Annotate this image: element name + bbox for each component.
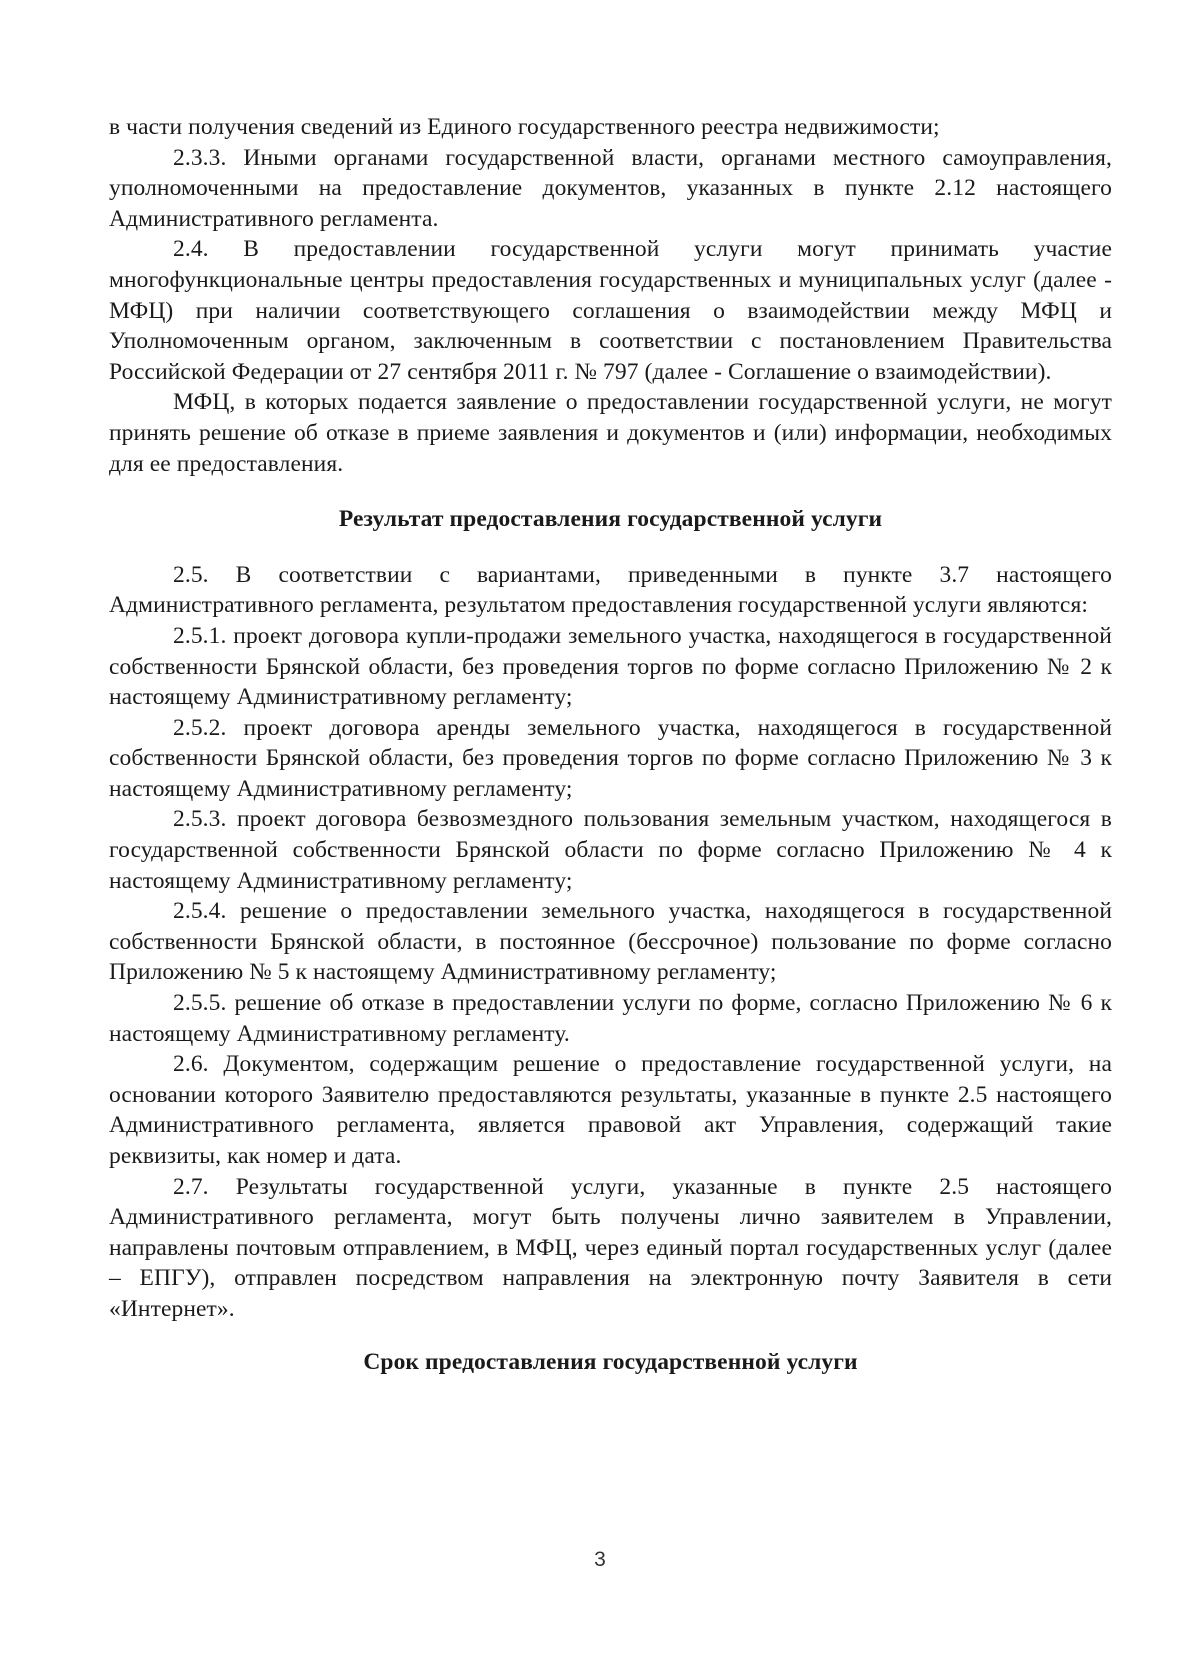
page-number: 3 — [594, 1548, 606, 1571]
paragraph-mfc: МФЦ, в которых подается заявление о предоставлении государственной услуги, не могут принять решение об отказе в приеме заявления и документов и (или) информации, необходимых для ее предоставления. — [109, 389, 1112, 477]
document-body — [109, 112, 1112, 1377]
paragraph-2-3-3: 2.3.3. Иными органами государственной власти, органами местного самоуправления, уполномоченными на предоставление документов, указанных в пункте 2.12 настоящего Административного регламента. — [109, 144, 1112, 232]
paragraph-2-6: 2.6. Документом, содержащим решение о предоставление государственной услуги, на основании которого Заявителю предоставляются результаты, указанные в пункте 2.5 настоящего Административного регламента, является правовой акт Управления, содержащий такие реквизиты, как номер и дата. — [109, 1051, 1112, 1169]
paragraph-2-7: 2.7. Результаты государственной услуги, указанные в пункте 2.5 настоящего Административного регламента, могут быть получены лично заявителем в Управлении, направлены почтовым отправлением, в МФЦ, через единый портал государственных услуг (далее – ЕПГУ), отправлен посредством направления на электронную почту Заявителя в сети «Интернет». — [109, 1173, 1112, 1322]
paragraph-2-5-1: 2.5.1. проект договора купли-продажи земельного участка, находящегося в государственной собственности Брянской области, без проведения торгов по форме согласно Приложению № 2 к настоящему Административному регламенту; — [109, 622, 1112, 711]
paragraph-2-5-4: 2.5.4. решение о предоставлении земельного участка, находящегося в государственной собственности Брянской области, в постоянное (бессрочное) пользование по форме согласно Приложению № 5 к настоящему Административному регламенту; — [109, 898, 1112, 986]
paragraph-2-5-2: 2.5.2. проект договора аренды земельного участка, находящегося в государственной собственности Брянской области, без проведения торгов по форме согласно Приложению № 3 к настоящему Административному регламенту; — [109, 714, 1112, 802]
paragraph-2-5: 2.5. В соответствии с вариантами, приведенными в пункте 3.7 настоящего Административного регламента, результатом предоставления государственной услуги являются: — [109, 561, 1112, 619]
paragraph-continuation: в части получения сведений из Единого государственного реестра недвижимости; — [109, 114, 940, 140]
paragraph-2-4: 2.4. В предоставлении государственной услуги могут принимать участие многофункциональные центры предоставления государственных и муниципальных услуг (далее - МФЦ) при наличии соответствующего соглашения о взаимодействии между МФЦ и Уполномоченным органом, заключенным в соответствии с постановлением Правительства Российской Федерации от 27 сентября 2011 г. № 797 (далее - Соглашение о взаимодействии). — [109, 236, 1112, 385]
paragraph-2-5-3: 2.5.3. проект договора безвозмездного пользования земельным участком, находящегося в государственной собственности Брянской области по форме согласно Приложению № 4 к настоящему Административному регламенту; — [109, 806, 1112, 894]
paragraph-2-5-5: 2.5.5. решение об отказе в предоставлении услуги по форме, согласно Приложению № 6 к настоящему Административному регламенту. — [109, 990, 1112, 1047]
section-heading-term: Срок предоставления государственной услуги — [363, 1348, 858, 1375]
section-heading-result: Результат предоставления государственной услуги — [338, 506, 883, 533]
